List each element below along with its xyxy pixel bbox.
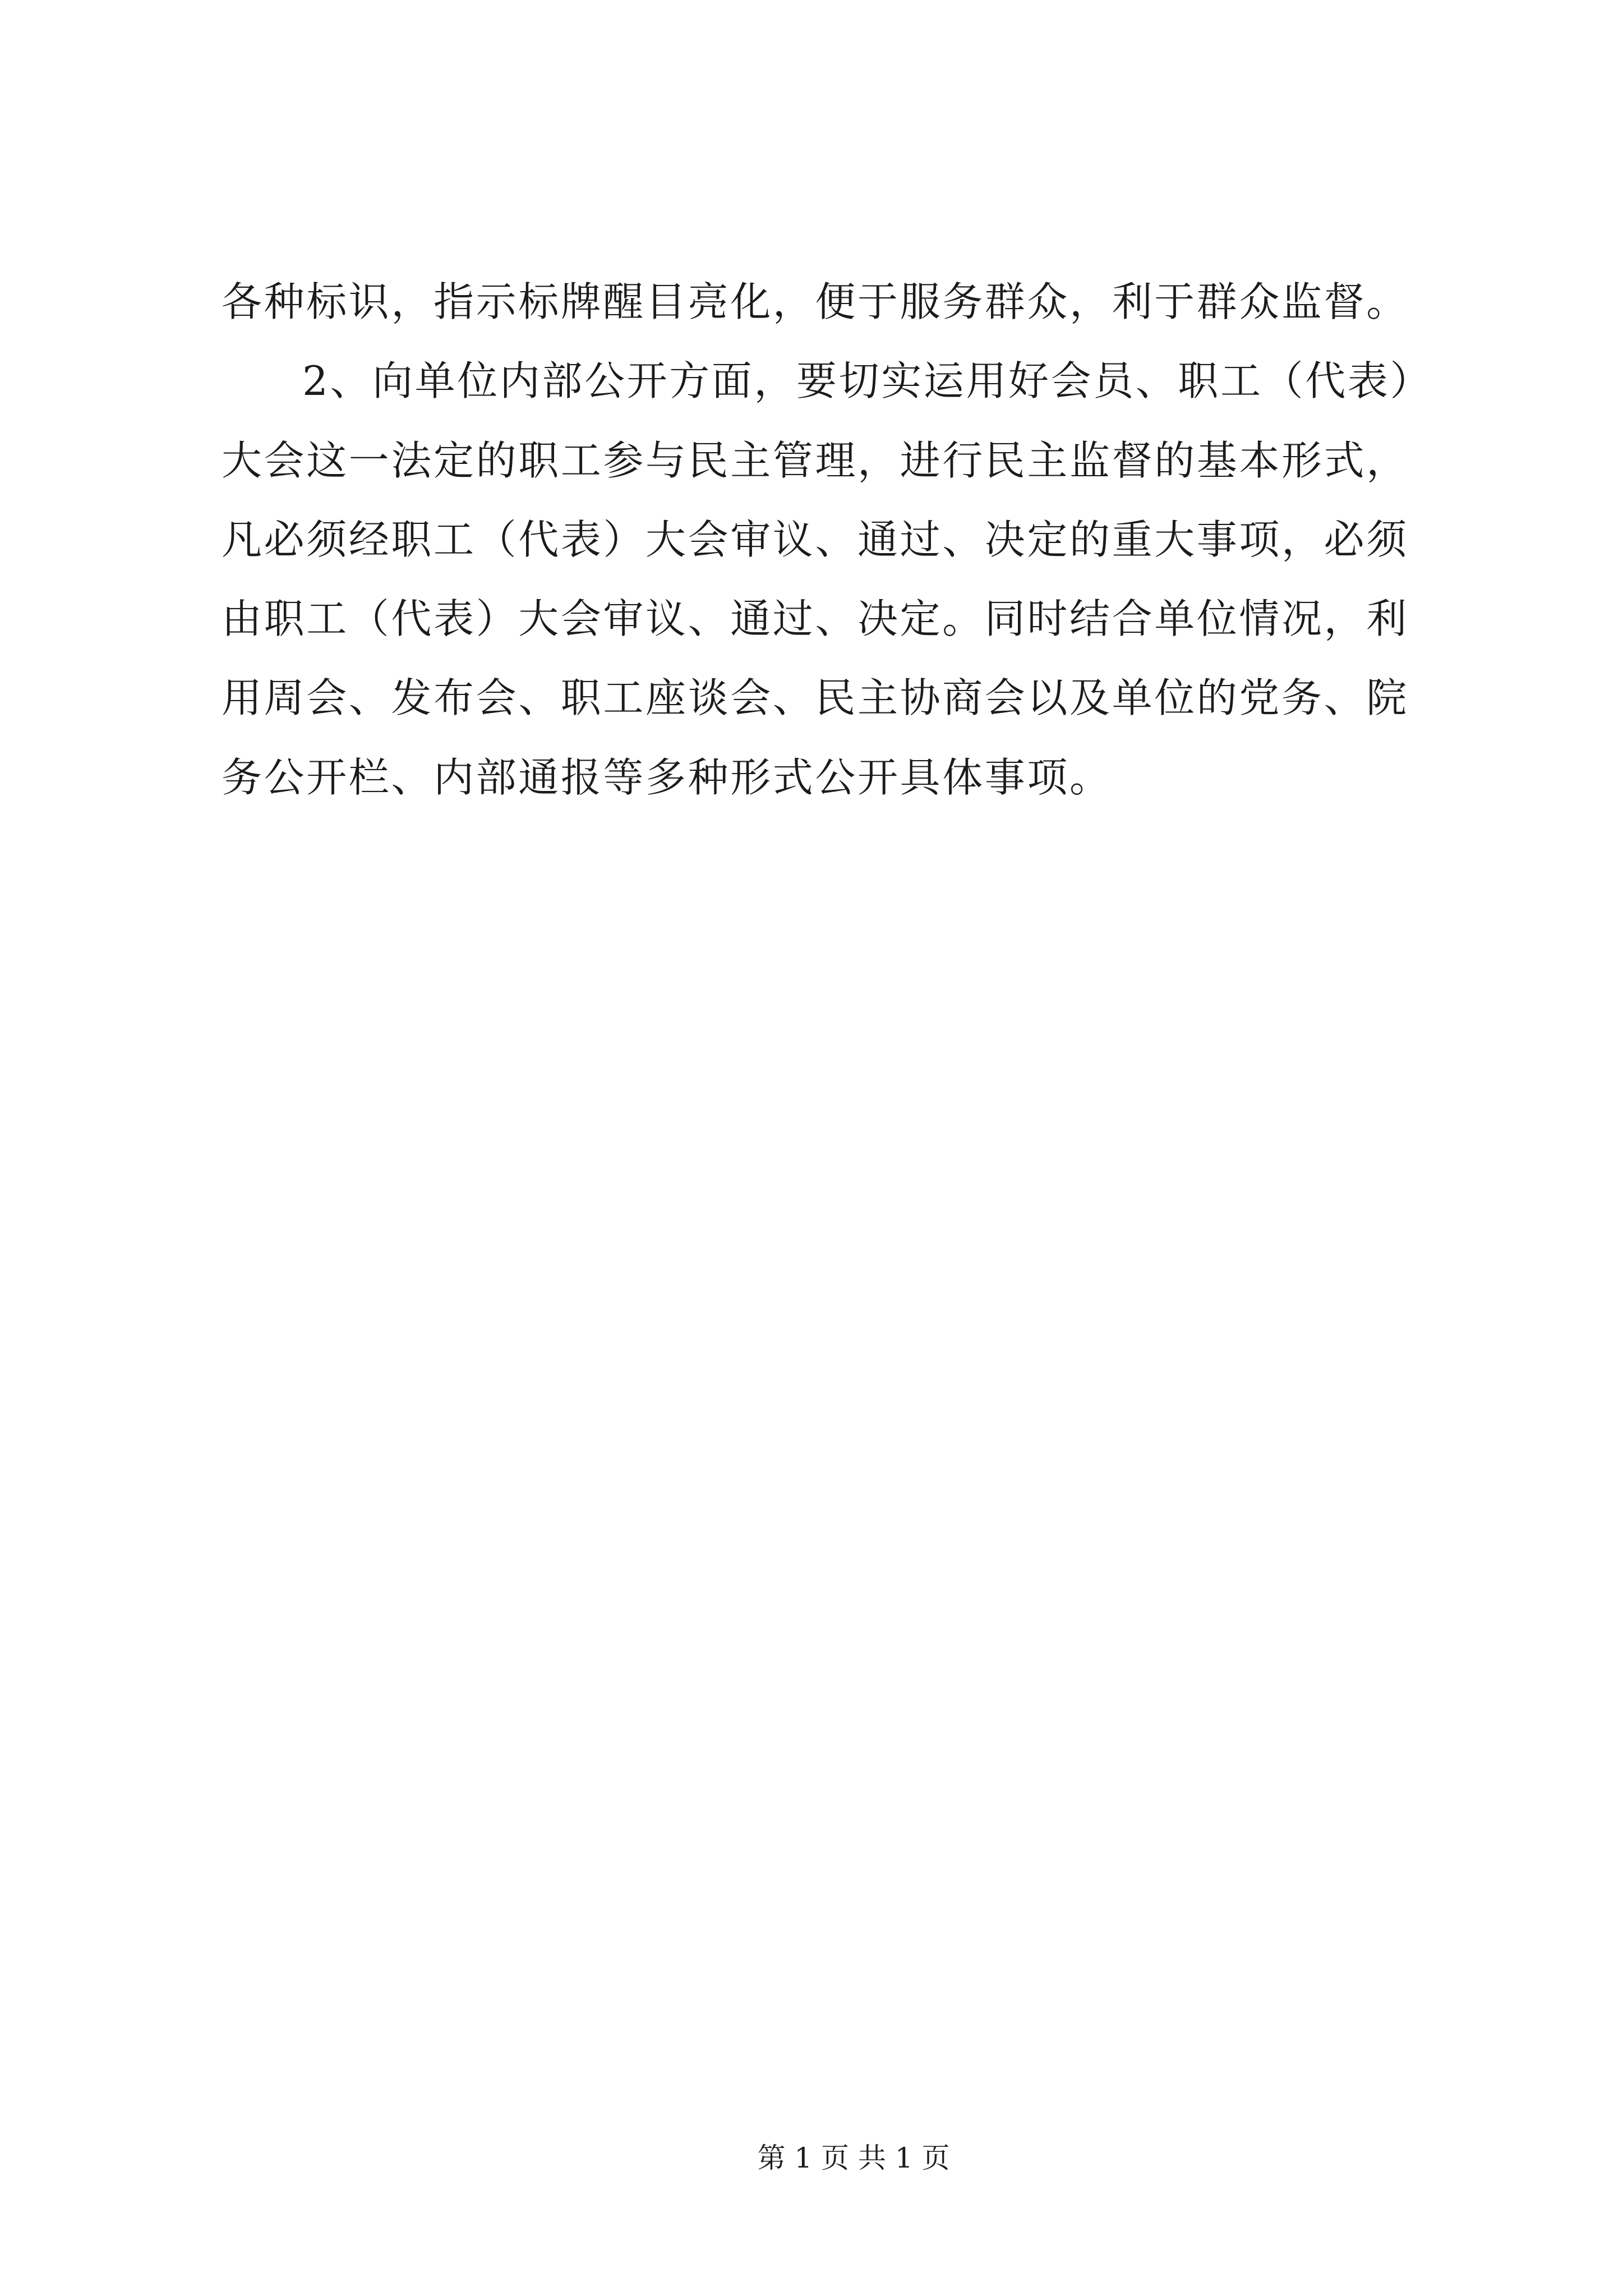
body-text (222, 263, 1455, 817)
paragraph-line: 各种标识，指示标牌醒目亮化，便于服务群众，利于群众监督。 (222, 278, 1409, 325)
paragraph-line: 务公开栏、内部通报等多种形式公开具体事项。 (222, 753, 1112, 801)
page-number: 第 1 页 共 1 页 (757, 2142, 950, 2174)
paragraph-line: 凡必须经职工（代表）大会审议、通过、决定的重大事项，必须 (222, 516, 1409, 563)
paragraph-line: 由职工（代表）大会审议、通过、决定。同时结合单位情况，利 (222, 595, 1409, 643)
paragraph-line: 大会这一法定的职工参与民主管理，进行民主监督的基本形式， (222, 436, 1409, 484)
paragraph-line: 用周会、发布会、职工座谈会、民主协商会以及单位的党务、院 (222, 674, 1409, 722)
page-footer (0, 2140, 1623, 2176)
paragraph-line: 2、向单位内部公开方面，要切实运用好会员、职工（代表） (302, 357, 1433, 405)
